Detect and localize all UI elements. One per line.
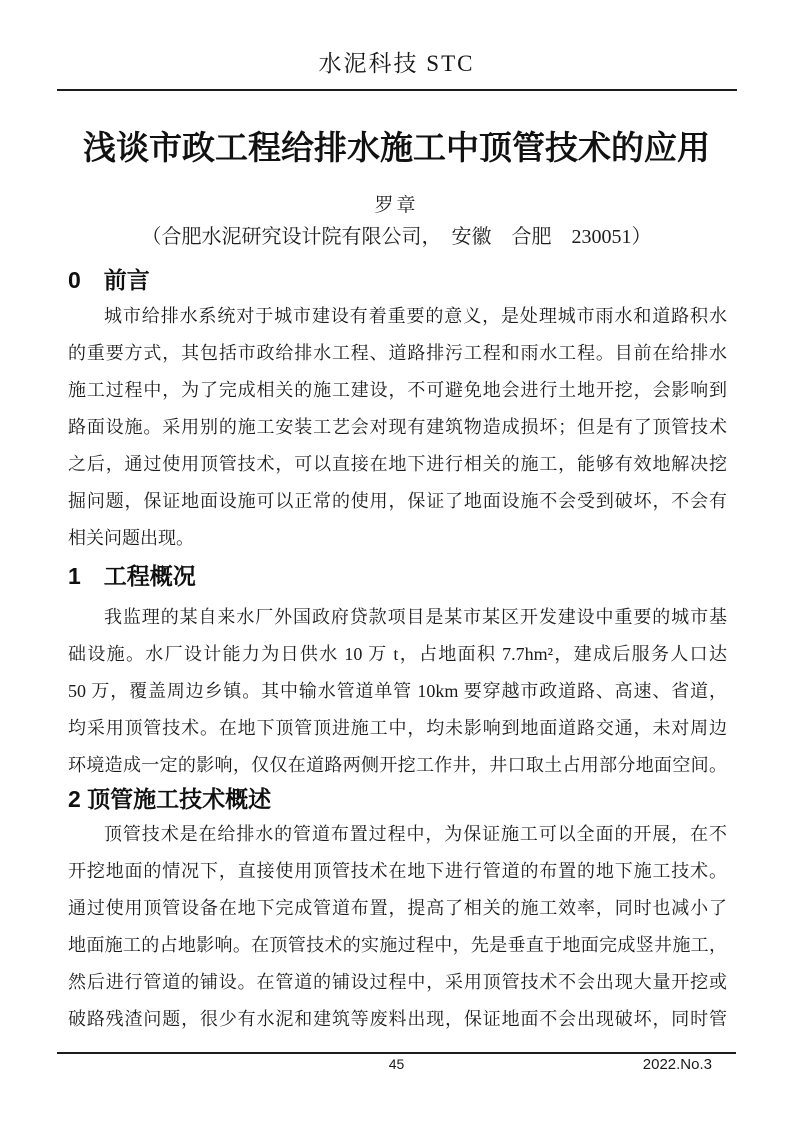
body-line: 50 万，覆盖周边乡镇。其中输水管道单管 10km 要穿越市政道路、高速、省道， xyxy=(68,681,727,701)
body-line: 环境造成一定的影响，仅仅在道路两侧开挖工作井，井口取土占用部分地面空间。 xyxy=(68,755,727,775)
body-line: 我监理的某自来水厂外国政府贷款项目是某市某区开发建设中重要的城市基 xyxy=(104,607,727,627)
article-body xyxy=(68,265,727,1038)
body-line: 础设施。水厂设计能力为日供水 10 万 t，占地面积 7.7hm²，建成后服务人口达 xyxy=(68,644,727,664)
body-line: 相关问题出现。 xyxy=(68,528,194,548)
footer-rule xyxy=(57,1052,736,1054)
body-line: 之后，通过使用顶管技术，可以直接在地下进行相关的施工，能够有效地解决挖 xyxy=(68,454,727,474)
issue-label: 2022.No.3 xyxy=(642,1056,712,1073)
paragraph-pipe-jacking-overview xyxy=(68,816,727,1038)
journal-header-title: 水泥科技 STC xyxy=(318,51,475,76)
body-line: 路面设施。采用别的施工安装工艺会对现有建筑物造成损坏；但是有了顶管技术 xyxy=(68,417,727,437)
section-heading-intro: 0 前言 xyxy=(68,267,150,293)
body-line: 均采用顶管技术。在地下顶管顶进施工中，均未影响到地面道路交通，未对周边 xyxy=(68,718,727,738)
header-rule xyxy=(57,89,737,91)
author-name: 罗章 xyxy=(374,195,419,216)
affiliation: （合肥水泥研究设计院有限公司， 安徽 合肥 230051） xyxy=(141,226,652,248)
section-heading-pipe-jacking-overview: 2 顶管施工技术概述 xyxy=(68,786,272,812)
body-line: 掘问题，保证地面设施可以正常的使用，保证了地面设施不会受到破坏，不会有 xyxy=(68,491,727,511)
body-line: 地面施工的占地影响。在顶管技术的实施过程中，先是垂直于地面完成竖井施工， xyxy=(68,935,727,955)
body-line: 的重要方式，其包括市政给排水工程、道路排污工程和雨水工程。目前在给排水 xyxy=(68,343,727,363)
body-line: 通过使用顶管设备在地下完成管道布置，提高了相关的施工效率，同时也减小了 xyxy=(68,898,727,918)
body-line: 开挖地面的情况下，直接使用顶管技术在地下进行管道的布置的地下施工技术。 xyxy=(68,861,727,881)
section-heading-project-overview: 1 工程概况 xyxy=(68,563,196,589)
page-number: 45 xyxy=(388,1056,405,1072)
paragraph-project-overview xyxy=(68,599,727,784)
paragraph-intro xyxy=(68,298,727,557)
body-line: 城市给排水系统对于城市建设有着重要的意义，是处理城市雨水和道路积水 xyxy=(104,306,727,326)
body-line: 破路残渣问题，很少有水泥和建筑等废料出现，保证地面不会出现破坏，同时管 xyxy=(68,1009,727,1029)
body-line: 顶管技术是在给排水的管道布置过程中，为保证施工可以全面的开展，在不 xyxy=(104,824,727,844)
body-line: 然后进行管道的铺设。在管道的铺设过程中，采用顶管技术不会出现大量开挖或 xyxy=(68,972,727,992)
body-line: 施工过程中，为了完成相关的施工建设，不可避免地会进行土地开挖，会影响到 xyxy=(68,380,727,400)
article-title: 浅谈市政工程给排水施工中顶管技术的应用 xyxy=(83,129,710,166)
